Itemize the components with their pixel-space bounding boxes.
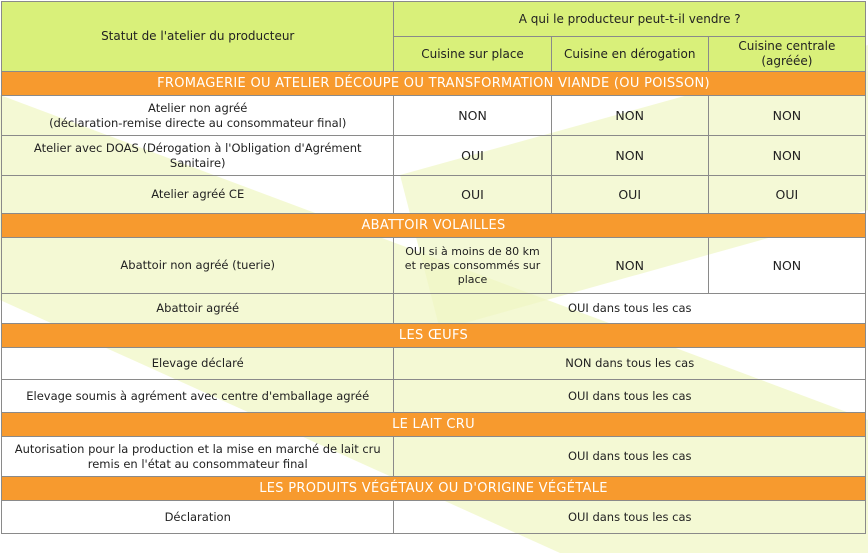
row-value: NON <box>551 96 708 136</box>
row-value: NON <box>708 96 865 136</box>
row-value: OUI <box>551 176 708 214</box>
column-header-cuisine-sur-place: Cuisine sur place <box>394 37 551 72</box>
row-value: OUI <box>394 176 551 214</box>
row-value-all: OUI dans tous les cas <box>394 380 866 413</box>
column-header-cuisine-centrale: Cuisine centrale (agréée) <box>708 37 865 72</box>
row-value-all: NON dans tous les cas <box>394 348 866 380</box>
row-status: Atelier agréé CE <box>2 176 394 214</box>
row-value: NON <box>394 96 551 136</box>
row-value-all: OUI dans tous les cas <box>394 294 866 324</box>
column-header-cuisine-derogation: Cuisine en dérogation <box>551 37 708 72</box>
row-value: OUI <box>394 136 551 176</box>
row-status: Elevage soumis à agrément avec centre d'emballage agréé <box>2 380 394 413</box>
row-value: NON <box>551 136 708 176</box>
status-column-header: Statut de l'atelier du producteur <box>2 2 394 72</box>
row-status: Déclaration <box>2 501 394 534</box>
section-title: LE LAIT CRU <box>2 413 866 437</box>
question-header: A qui le producteur peut-t-il vendre ? <box>394 2 866 37</box>
section-title: ABATTOIR VOLAILLES <box>2 214 866 238</box>
row-status: Elevage déclaré <box>2 348 394 380</box>
row-value: NON <box>551 238 708 294</box>
row-value: OUI si à moins de 80 km et repas consommés sur place <box>394 238 551 294</box>
section-title: LES ŒUFS <box>2 324 866 348</box>
sales-rules-table <box>1 1 866 534</box>
row-value: NON <box>708 136 865 176</box>
row-value: OUI <box>708 176 865 214</box>
row-status: Abattoir non agréé (tuerie) <box>2 238 394 294</box>
row-status: Abattoir agréé <box>2 294 394 324</box>
row-value: NON <box>708 238 865 294</box>
row-status: Atelier non agréé (déclaration-remise directe au consommateur final) <box>2 96 394 136</box>
section-title: LES PRODUITS VÉGÉTAUX OU D'ORIGINE VÉGÉTALE <box>2 477 866 501</box>
section-title: FROMAGERIE OU ATELIER DÉCOUPE OU TRANSFORMATION VIANDE (OU POISSON) <box>2 72 866 96</box>
row-status: Atelier avec DOAS (Dérogation à l'Obligation d'Agrément Sanitaire) <box>2 136 394 176</box>
row-status: Autorisation pour la production et la mise en marché de lait cru remis en l'état au consommateur final <box>2 437 394 477</box>
row-value-all: OUI dans tous les cas <box>394 501 866 534</box>
row-value-all: OUI dans tous les cas <box>394 437 866 477</box>
